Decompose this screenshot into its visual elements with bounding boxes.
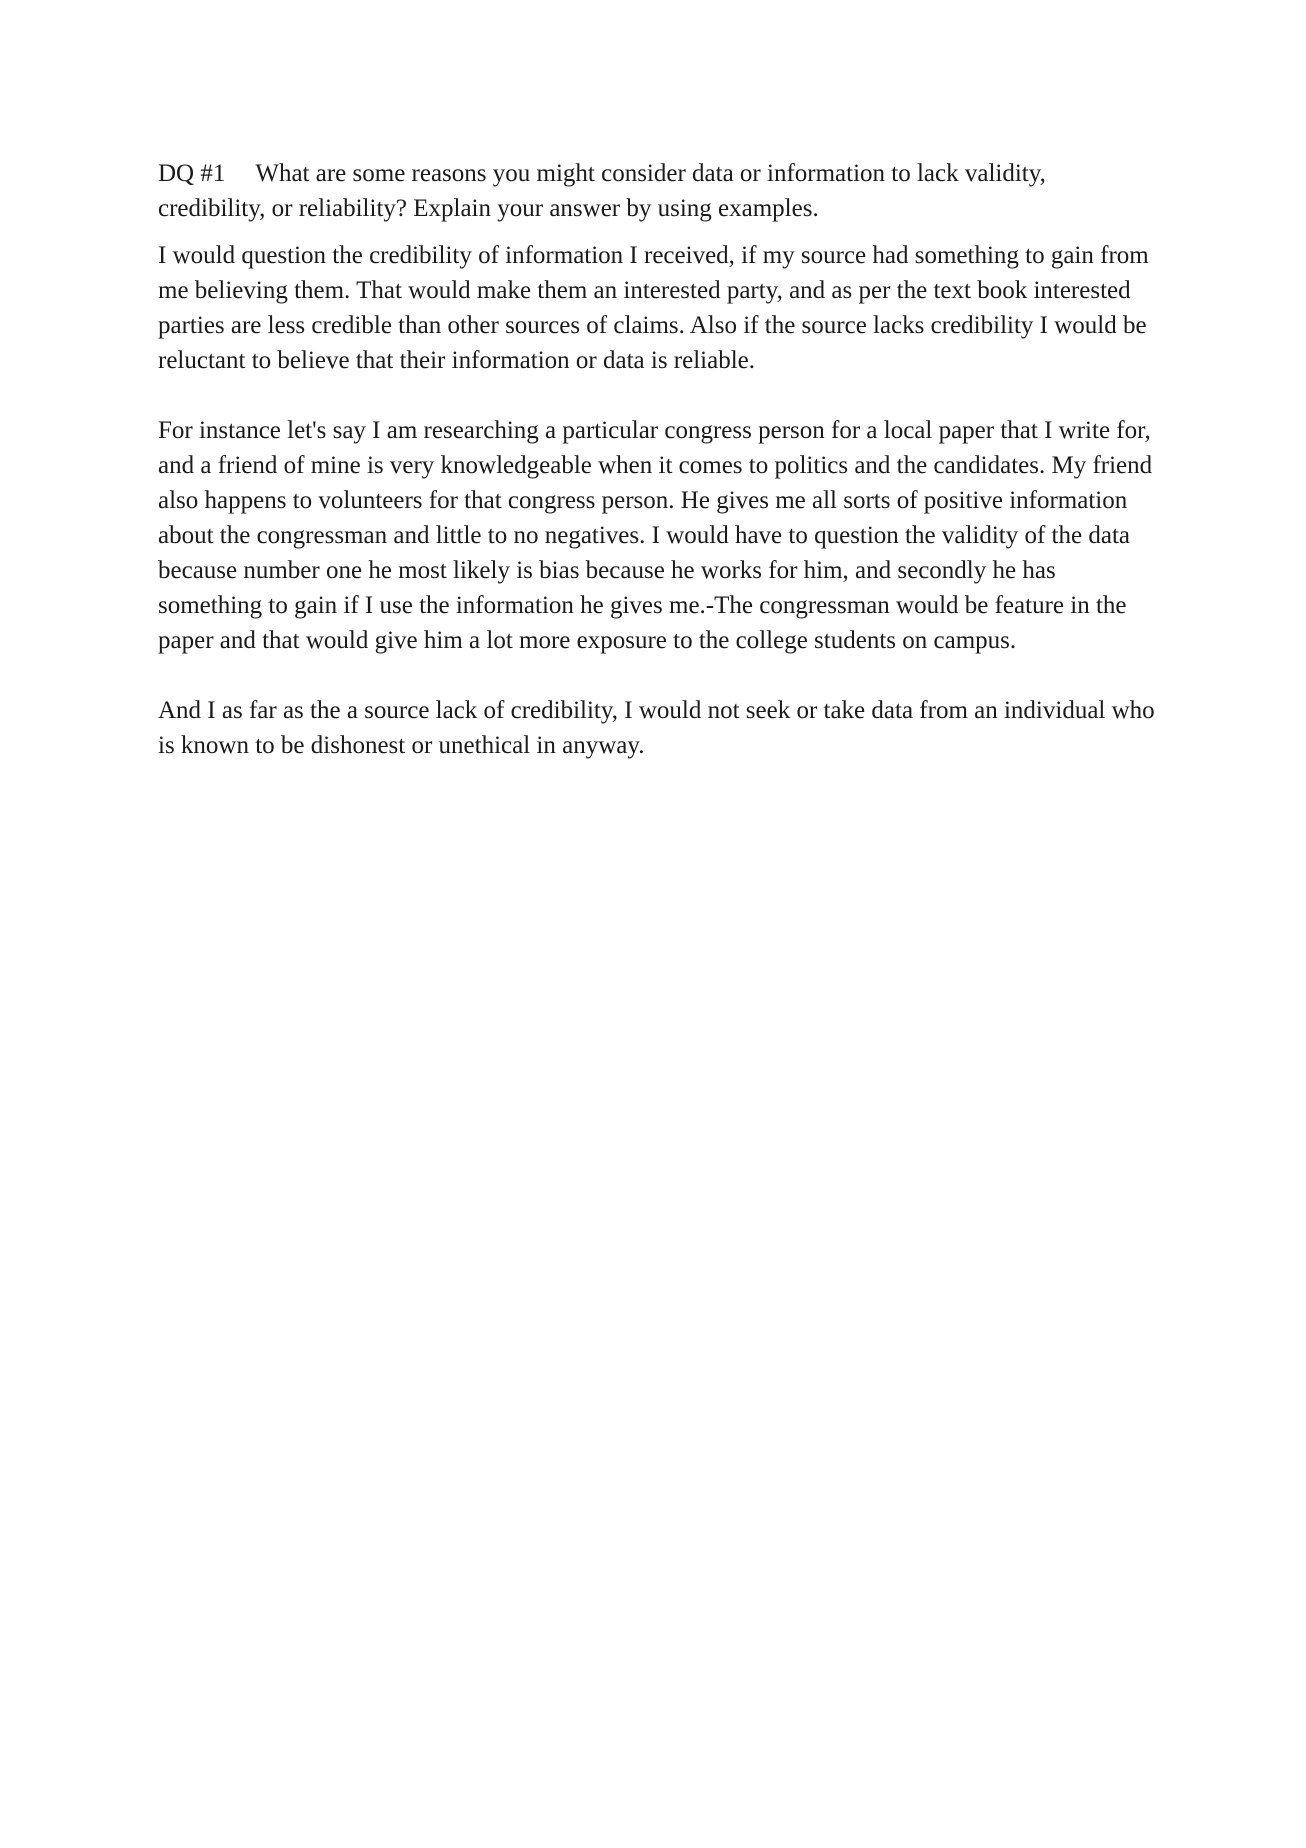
answer-paragraph-1: I would question the credibility of information I received, if my source had something to gain from me believing them. That would make them an interested party, and as per the text book interested parties are less credible than other sources of claims. Also if the source lacks credibility I would be reluctant to believe that their information or data is reliable. [158, 242, 1149, 374]
answer-paragraph-2: For instance let's say I am researching a particular congress person for a local paper that I write for, and a friend of mine is very knowledgeable when it comes to politics and the candidates. My friend also happens to volunteers for that congress person. He gives me all sorts of positive information about the congressman and little to no negatives. I would have to question the validity of the data because number one he most likely is bias because he works for him, and secondly he has something to gain if I use the information he gives me.-The congressman would be feature in the paper and that would give him a lot more exposure to the college students on campus. [158, 417, 1153, 654]
answer-paragraph-3: And I as far as the a source lack of credibility, I would not seek or take data from an individual who is known to be dishonest or unethical in anyway. [158, 697, 1155, 759]
question-text: What are some reasons you might consider data or information to lack validity, credibility, or reliability? Explain your answer by using examples. [158, 160, 1046, 222]
discussion-question [158, 156, 1158, 226]
document-body [158, 156, 1158, 798]
question-number: DQ #1 [158, 160, 226, 187]
